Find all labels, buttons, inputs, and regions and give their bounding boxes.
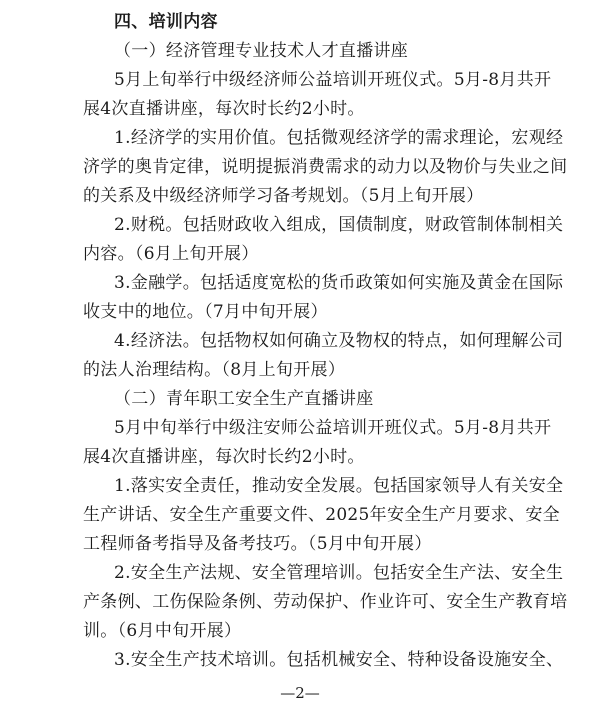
paragraph-line: 收支中的地位。（7月中旬开展）: [83, 302, 328, 322]
paragraph-line: 训。（6月中旬开展）: [83, 621, 242, 641]
paragraph-line: 展4次直播讲座，每次时长约2小时。: [83, 447, 365, 467]
paragraph-line: 展4次直播讲座，每次时长约2小时。: [83, 99, 365, 119]
paragraph-line: 产条例、工伤保险条例、劳动保护、作业许可、安全生产教育培: [83, 592, 568, 612]
subsection-heading-1: （一）经济管理专业技术人才直播讲座: [114, 41, 409, 61]
paragraph-line: 济学的奥肯定律，说明提振消费需求的动力以及物价与失业之间: [83, 157, 568, 177]
paragraph-line: 1.落实安全责任，推动安全发展。包括国家领导人有关安全: [114, 476, 564, 496]
paragraph-line: 3.安全生产技术培训。包括机械安全、特种设备设施安全、: [114, 650, 564, 670]
paragraph-line: 5月上旬举行中级经济师公益培训开班仪式。5月-8月共开: [114, 70, 552, 90]
section-heading: 四、培训内容: [114, 12, 218, 32]
paragraph-line: 2.财税。包括财政收入组成，国债制度，财政管制体制相关: [114, 215, 564, 235]
paragraph-line: 的关系及中级经济师学习备考规划。（5月上旬开展）: [83, 186, 484, 206]
paragraph-line: 3.金融学。包括适度宽松的货币政策如何实施及黄金在国际: [114, 273, 564, 293]
paragraph-line: 4.经济法。包括物权如何确立及物权的特点，如何理解公司: [114, 331, 564, 351]
paragraph-line: 5月中旬举行中级注安师公益培训开班仪式。5月-8月共开: [114, 418, 552, 438]
paragraph-line: 的法人治理结构。（8月上旬开展）: [83, 360, 346, 380]
paragraph-line: 2.安全生产法规、安全管理培训。包括安全生产法、安全生: [114, 563, 564, 583]
paragraph-line: 工程师备考指导及备考技巧。（5月中旬开展）: [83, 534, 432, 554]
paragraph-line: 1.经济学的实用价值。包括微观经济学的需求理论，宏观经: [114, 128, 564, 148]
subsection-heading-2: （二）青年职工安全生产直播讲座: [114, 389, 374, 409]
paragraph-line: 内容。（6月上旬开展）: [83, 244, 259, 264]
page-number: —2—: [280, 684, 320, 702]
paragraph-line: 生产讲话、安全生产重要文件、2025年安全生产月要求、安全: [83, 505, 560, 525]
